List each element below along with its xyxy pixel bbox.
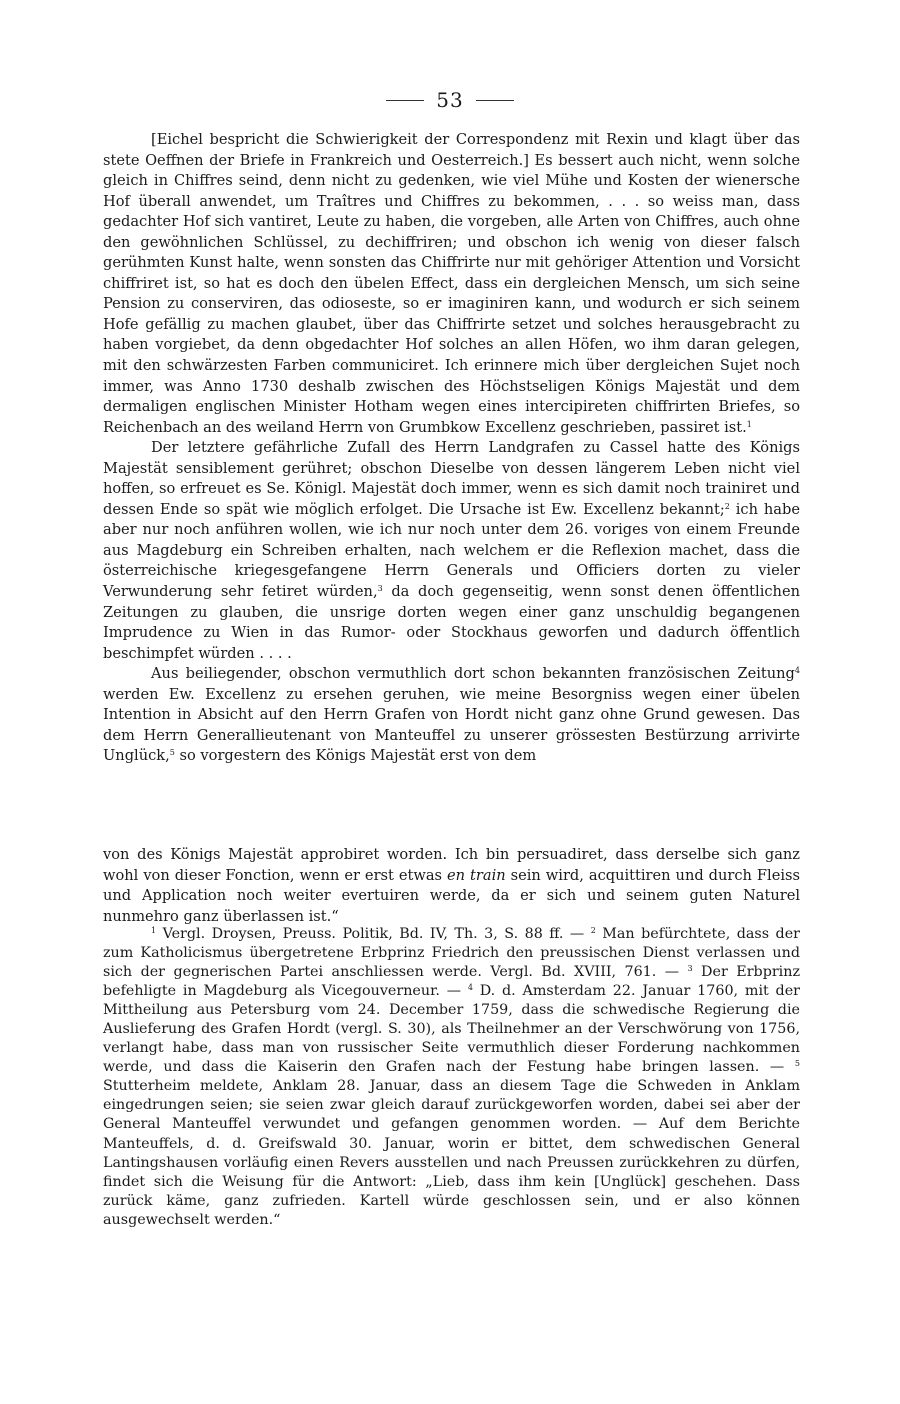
footnote-ref-4[interactable]: 4: [794, 666, 800, 676]
paragraph-text: sein wird, acquittiren und durch Fleiss und Application noch weiter evertuiren werde, da er sich und seinem guten Naturel nunmehro ganz überlassen ist.“: [103, 866, 800, 925]
footnote-ref-3[interactable]: 3: [377, 584, 383, 594]
footnote-text-3: Der Erbprinz befehligte in Magdeburg als Vicegouverneur. —: [103, 964, 800, 1000]
footnotes: [103, 925, 800, 1230]
footnote-text-4: D. d. Amsterdam 22. Januar 1760, mit der Mittheilung aus Petersburg vom 24. December 1759, dass die schwedische Regierung die Auslieferung des Grafen Hordt (vergl. S. 30), als Theilnehmer an der Verschwörung von 1756, verlangt habe, dass man von russischer Seite vermuthlich dieser Forderung nachkommen werde, und dass die Kaiserin den Grafen nach der Festung habe bringen lassen. —: [103, 983, 801, 1076]
paragraph-text: werden Ew. Excellenz zu ersehen geruhen, wie meine Besorgniss wegen einer übelen Intention in Absicht auf den Herrn Grafen von Hordt nicht ganz ohne Grund gewesen. Das dem Herrn Generallieutenant von Manteuffel zu unserer grössesten Bestürzung arrivirte Unglück,: [103, 685, 800, 765]
paragraph-letter-intro: [103, 130, 800, 438]
paragraph-landgraf: [103, 438, 800, 664]
paragraph-text: Aus beiliegender, obschon vermuthlich dort schon bekannten französischen Zeitung: [151, 665, 795, 683]
footnote-text-2: Man befürchtete, dass der zum Katholicismus übergetretene Erbprinz Friedrich den preussischen Dienst verlassen und sich der gegnerischen Partei anschliessen werde. Vergl. Bd. XVIII, 761. —: [103, 926, 800, 981]
header-rule-right: [476, 100, 514, 101]
paragraph-text: Der letztere gefährliche Zufall des Herrn Landgrafen zu Cassel hatte des Königs Majestät sensiblement gerühret; obschon Dieselbe von dessen längerem Leben nicht viel hoffen, so erfreuet es Se. Königl. Majestät doch immer, wenn es sich damit noch trainiret und dessen Ende so spät wie möglich erfolget. Die Ursache ist Ew. Excellenz bekannt;: [103, 439, 800, 518]
page-number: 53: [436, 88, 464, 112]
footnote-text-1: Vergl. Droysen, Preuss. Politik, Bd. IV, Th. 3, S. 88 ff. —: [156, 926, 591, 942]
paragraph-zeitung: [103, 664, 800, 767]
footnote-mark-2: 2: [590, 926, 596, 935]
main-text-upper: [103, 130, 800, 767]
main-text-lower: [103, 845, 800, 927]
header-rule-left: [386, 100, 424, 101]
page-header: [0, 88, 900, 112]
paragraph-text: da doch gegenseitig, wenn sonst denen öffentlichen Zeitungen zu glauben, die unsrige dorten wegen einer ganz unschuldig begangenen Imprudence zu Wien in das Rumor- oder Stockhaus geworfen und dadurch öffentlich beschimpfet würden . . . .: [103, 583, 800, 662]
footnote-mark-3: 3: [687, 964, 693, 974]
footnote-mark-5: 5: [794, 1059, 800, 1069]
footnote-mark-4: 4: [467, 983, 473, 993]
footnote-ref-5[interactable]: 5: [169, 748, 175, 758]
footnote-block: [103, 925, 800, 1230]
italic-phrase: en train: [447, 866, 506, 884]
paragraph-text: von des Königs Majestät approbiret worden. Ich bin persuadiret, dass derselbe sich ganz wohl von dieser Fonction, wenn er erst etwas: [103, 846, 800, 884]
paragraph-continuation: [103, 845, 800, 927]
paragraph-text: [Eichel bespricht die Schwierigkeit der Correspondenz mit Rexin und klagt über das stete Oeffnen der Briefe in Frankreich und Oesterreich.] Es bessert auch nicht, wenn solche gleich in Chiffres seind, denn nicht zu gedenken, wie viel Mühe und Kosten der wienersche Hof überall anwendet, um Traîtres und Chiffres zu bekommen, . . . so weiss man, dass gedachter Hof sich vantiret, Leute zu haben, die vorgeben, alle Arten von Chiffres, auch ohne den gewöhnlichen Schlüssel, zu dechiffriren; und obschon ich wenig von dieser falsch gerühmten Kunst halte, wenn sonsten das Chiffrirte nur mit gehöriger Attention und Vorsicht chiffriret ist, so hat es doch den übelen Effect, dass ein dergleichen Mensch, um sich seine Pension zu conserviren, das odioseste, so er imaginiren kann, und wodurch er sich seinem Hofe gefällig zu machen glaubet, über das Chiffrirte setzet und solches herausgebracht zu haben vorgiebet, da denn obgedachter Hof solches an allen Höfen, wo ihm daran gelegen, mit den schwärzesten Farben communiciret. Ich erinnere mich über dergleichen Sujet noch immer, was Anno 1730 deshalb zwischen des Höchstseligen Königs Majestät und dem dermaligen englischen Minister Hotham wegen eines intercipireten chiffrirten Briefes, so Reichenbach an des weiland Herrn von Grumbkow Excellenz geschrieben, passiret ist.: [103, 131, 800, 436]
footnote-text-5: Stutterheim meldete, Anklam 28. Januar, dass an diesem Tage die Schweden in Anklam eingedrungen seien; sie seien zwar gleich darauf zurückgeworfen worden, dabei sei aber der General Manteuffel verwundet und gefangen genommen worden. — Auf dem Berichte Manteuffels, d. d. Greifswald 30. Januar, worin er bittet, dem schwedischen General Lantingshausen vorläufig einen Revers ausstellen und nach Preussen zurückkehren zu dürfen, findet sich die Weisung für die Antwort: „Lieb, dass ihm kein [Unglück] geschehen. Dass zurück käme, ganz zufrieden. Kartell würde geschlossen sein, und er also können ausgewechselt werden.“: [103, 1078, 800, 1228]
footnote-ref-1[interactable]: 1: [746, 419, 752, 429]
paragraph-text: ich habe aber nur noch anführen wollen, wie ich nur noch unter dem 26. voriges von einem Freunde aus Magdeburg ein Schreiben erhalten, nach welchem er die Reflexion machet, dass die österreichische kriegesgefangene Herrn Generals und Officiers dorten zu vieler Verwunderung sehr fetiret würden,: [103, 500, 800, 601]
footnote-ref-2[interactable]: 2: [724, 501, 730, 511]
paragraph-text: so vorgestern des Königs Majestät erst von dem: [174, 747, 537, 765]
footnote-mark-1: 1: [151, 926, 157, 935]
